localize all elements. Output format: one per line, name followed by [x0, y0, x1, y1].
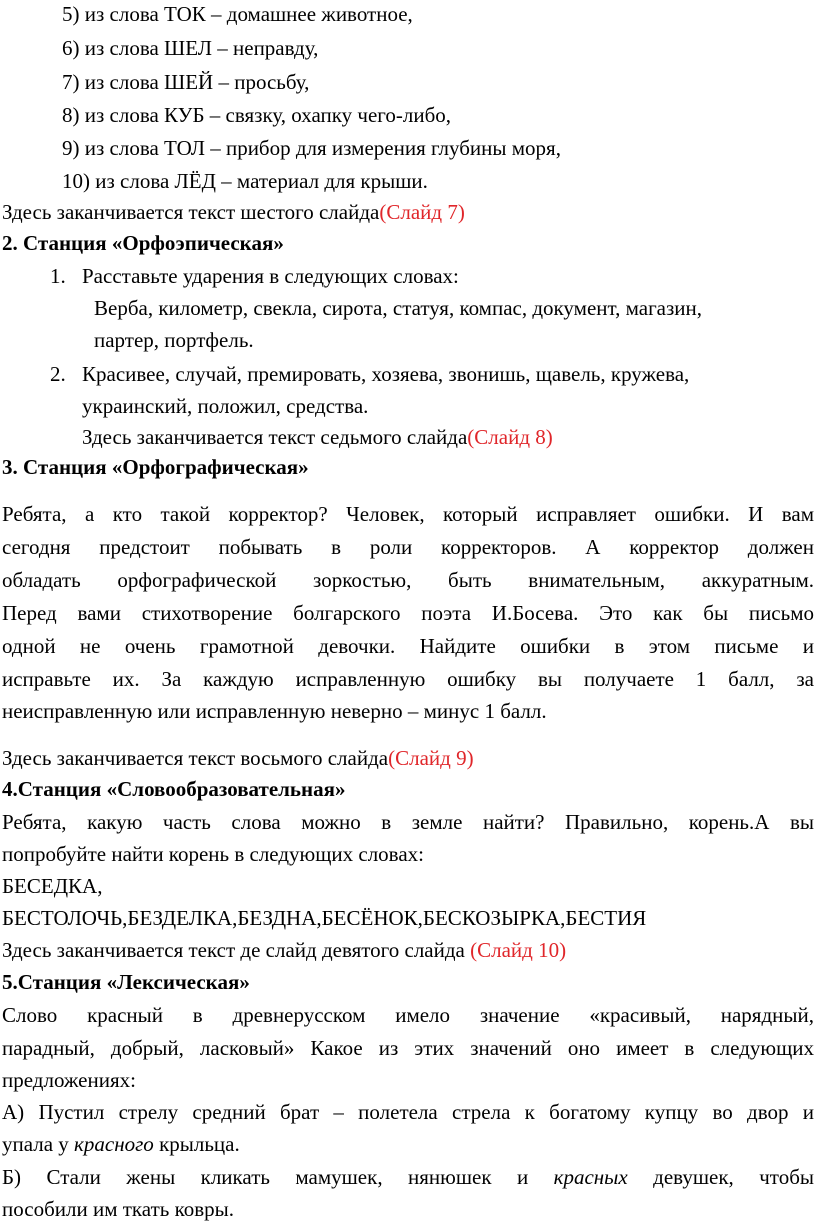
list-number: 2. — [50, 362, 66, 386]
slide-marker: (Слайд 8) — [467, 425, 553, 449]
list-item: 10) из слова ЛЁД – материал для крыши. — [62, 169, 428, 193]
paragraph-line: одной не очень грамотной девочки. Найдите ошибки в этом письме и — [2, 634, 814, 658]
station-heading: 2. Станция «Орфоэпическая» — [2, 231, 284, 255]
slide-end-text: Здесь заканчивается текст де слайд девятого слайда — [2, 938, 471, 962]
station-heading: 5.Станция «Лексическая» — [2, 970, 250, 994]
slide-end-note — [2, 744, 474, 772]
paragraph-line — [2, 1130, 240, 1158]
italic-word: красных — [553, 1165, 628, 1189]
word-list: Красивее, случай, премировать, хозяева, звонишь, щавель, кружева, — [82, 362, 690, 386]
paragraph-line — [2, 1163, 814, 1191]
word-list: БЕСЕДКА, — [2, 874, 103, 898]
list-item: 9) из слова ТОЛ – прибор для измерения глубины моря, — [62, 136, 561, 160]
slide-marker: (Слайд 9) — [388, 746, 474, 770]
paragraph-line: Перед вами стихотворение болгарского поэта И.Босева. Это как бы письмо — [2, 601, 814, 625]
task-text: Расставьте ударения в следующих словах: — [82, 264, 459, 288]
slide-end-note — [82, 423, 553, 451]
text-fragment: Б) Стали жены кликать мамушек, нянюшек и — [2, 1165, 554, 1189]
paragraph-line: Ребята, а кто такой корректор? Человек, который исправляет ошибки. И вам — [2, 502, 814, 526]
slide-end-note — [2, 936, 566, 964]
slide-marker: (Слайд 10) — [470, 938, 567, 962]
slide-end-text: Здесь заканчивается текст шестого слайда — [2, 200, 380, 224]
slide-end-note — [2, 198, 465, 226]
paragraph-line: пособили им ткать ковры. — [2, 1197, 235, 1221]
paragraph-line: неисправленную или исправленную неверно – минус 1 балл. — [2, 699, 547, 723]
text-fragment: упала у — [2, 1132, 75, 1156]
word-list: БЕСТОЛОЧЬ,БЕЗДЕЛКА,БЕЗДНА,БЕСЁНОК,БЕСКОЗЫРКА,БЕСТИЯ — [2, 906, 647, 930]
word-list: партер, портфель. — [94, 328, 254, 352]
paragraph-line: Ребята, какую часть слова можно в земле найти? Правильно, корень.А вы — [2, 810, 814, 834]
text-fragment: девушек, чтобы — [627, 1165, 814, 1189]
word-list: Верба, километр, свекла, сирота, статуя, компас, документ, магазин, — [94, 296, 703, 320]
list-item: 7) из слова ШЕЙ – просьбу, — [62, 70, 310, 94]
slide-end-text: Здесь заканчивается текст восьмого слайда — [2, 746, 389, 770]
station-heading: 4.Станция «Словообразовательная» — [2, 777, 346, 801]
list-number: 1. — [50, 264, 66, 288]
paragraph-line: сегодня предстоит побывать в роли корректоров. А корректор должен — [2, 535, 814, 559]
paragraph-line: А) Пустил стрелу средний брат – полетела стрела к богатому купцу во двор и — [2, 1100, 814, 1124]
paragraph-line: предложениях: — [2, 1068, 136, 1092]
list-item: 5) из слова ТОК – домашнее животное, — [62, 2, 413, 26]
text-fragment: крыльца. — [153, 1132, 240, 1156]
paragraph-line: исправьте их. За каждую исправленную ошибку вы получаете 1 балл, за — [2, 667, 814, 691]
list-item: 8) из слова КУБ – связку, охапку чего-либо, — [62, 103, 452, 127]
station-heading: 3. Станция «Орфографическая» — [2, 455, 309, 479]
word-list: украинский, положил, средства. — [82, 394, 369, 418]
paragraph-line: парадный, добрый, ласковый» Какое из этих значений оно имеет в следующих — [2, 1036, 814, 1060]
italic-word: красного — [74, 1132, 154, 1156]
list-item: 6) из слова ШЕЛ – неправду, — [62, 36, 319, 60]
slide-end-text: Здесь заканчивается текст седьмого слайда — [82, 425, 468, 449]
paragraph-line: попробуйте найти корень в следующих словах: — [2, 842, 424, 866]
paragraph-line: обладать орфографической зоркостью, быть внимательным, аккуратным. — [2, 568, 814, 592]
paragraph-line: Слово красный в древнерусском имело значение «красивый, нарядный, — [2, 1003, 814, 1027]
slide-marker: (Слайд 7) — [379, 200, 465, 224]
